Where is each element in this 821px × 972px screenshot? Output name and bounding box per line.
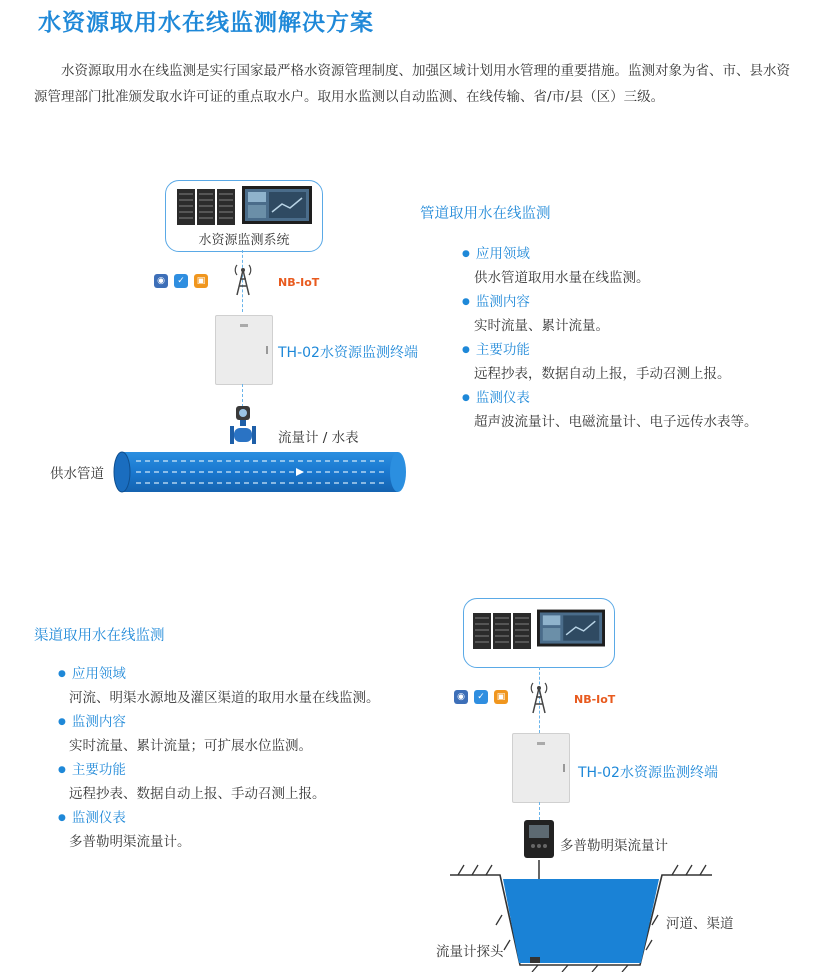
- antenna-icon: [232, 264, 254, 296]
- monitoring-system-box: [165, 180, 323, 252]
- bullet-text: 多普勒明渠流量计。: [69, 834, 191, 850]
- monitor-screen-icon: [537, 609, 605, 649]
- intro-paragraph: 水资源取用水在线监测是实行国家最严格水资源管理制度、加强区域计划用水管理的重要措施。监测对象为省、市、县水资源管理部门批准颁发取水许可证的重点取水户。取用水监测以自动监测、在线传输、省/市/县（区）三级。: [34, 63, 790, 105]
- monitoring-terminal-cabinet: [512, 733, 570, 803]
- app-icon-2: ✓: [174, 274, 188, 288]
- terminal-label: TH-02水资源监测终端: [278, 345, 418, 361]
- bullet-text: 实时流量、累计流量。: [474, 318, 609, 334]
- app-icon-3: ▣: [494, 690, 508, 704]
- pipe-section-title: 管道取用水在线监测: [420, 206, 551, 222]
- app-icon-1: ◉: [154, 274, 168, 288]
- doppler-meter-label: 多普勒明渠流量计: [560, 838, 668, 854]
- monitoring-terminal-cabinet: [215, 315, 273, 385]
- monitoring-system-label: 水资源监测系统: [198, 233, 290, 248]
- antenna-icon: [528, 682, 550, 714]
- app-icon-3: ▣: [194, 274, 208, 288]
- bullet-heading: ● 监测内容: [462, 290, 530, 310]
- bullet-heading: ● 监测仪表: [58, 806, 126, 826]
- nbiot-label: NB-IoT: [278, 276, 320, 289]
- bullet-heading: ● 应用领域: [58, 662, 126, 682]
- server-rack-icon: [176, 187, 238, 227]
- bullet-heading: ● 监测内容: [58, 710, 126, 730]
- bullet-text: 远程抄表、数据自动上报、手动召测上报。: [69, 786, 326, 802]
- flow-meter-icon: [228, 406, 258, 446]
- monitor-screen-icon: [242, 186, 312, 226]
- bullet-heading: ● 应用领域: [462, 242, 530, 262]
- bullet-heading: ● 主要功能: [58, 758, 126, 778]
- supply-pipe-label: 供水管道: [50, 466, 104, 482]
- bullet-text: 实时流量、累计流量；可扩展水位监测。: [69, 738, 312, 754]
- nbiot-label: NB-IoT: [574, 693, 616, 706]
- server-rack-icon: [472, 611, 534, 651]
- doppler-flow-meter-icon: [522, 818, 556, 860]
- bullet-text: 供水管道取用水量在线监测。: [474, 270, 650, 286]
- bullet-text: 河流、明渠水源地及灌区渠道的取用水量在线监测。: [69, 690, 380, 706]
- page-title: 水资源取用水在线监测解决方案: [38, 10, 374, 36]
- bullet-text: 远程抄表，数据自动上报，手动召测上报。: [474, 366, 731, 382]
- channel-label: 河道、渠道: [666, 916, 734, 932]
- terminal-label: TH-02水资源监测终端: [578, 765, 718, 781]
- probe-label: 流量计探头: [436, 944, 504, 960]
- channel-section-title: 渠道取用水在线监测: [34, 628, 165, 644]
- bullet-heading: ● 主要功能: [462, 338, 530, 358]
- bullet-heading: ● 监测仪表: [462, 386, 530, 406]
- bullet-text: 超声波流量计、电磁流量计、电子远传水表等。: [474, 414, 758, 430]
- supply-pipe: [112, 450, 408, 494]
- app-icon-2: ✓: [474, 690, 488, 704]
- monitoring-system-box: [463, 598, 615, 668]
- flow-meter-label: 流量计 / 水表: [278, 430, 359, 446]
- app-icon-1: ◉: [454, 690, 468, 704]
